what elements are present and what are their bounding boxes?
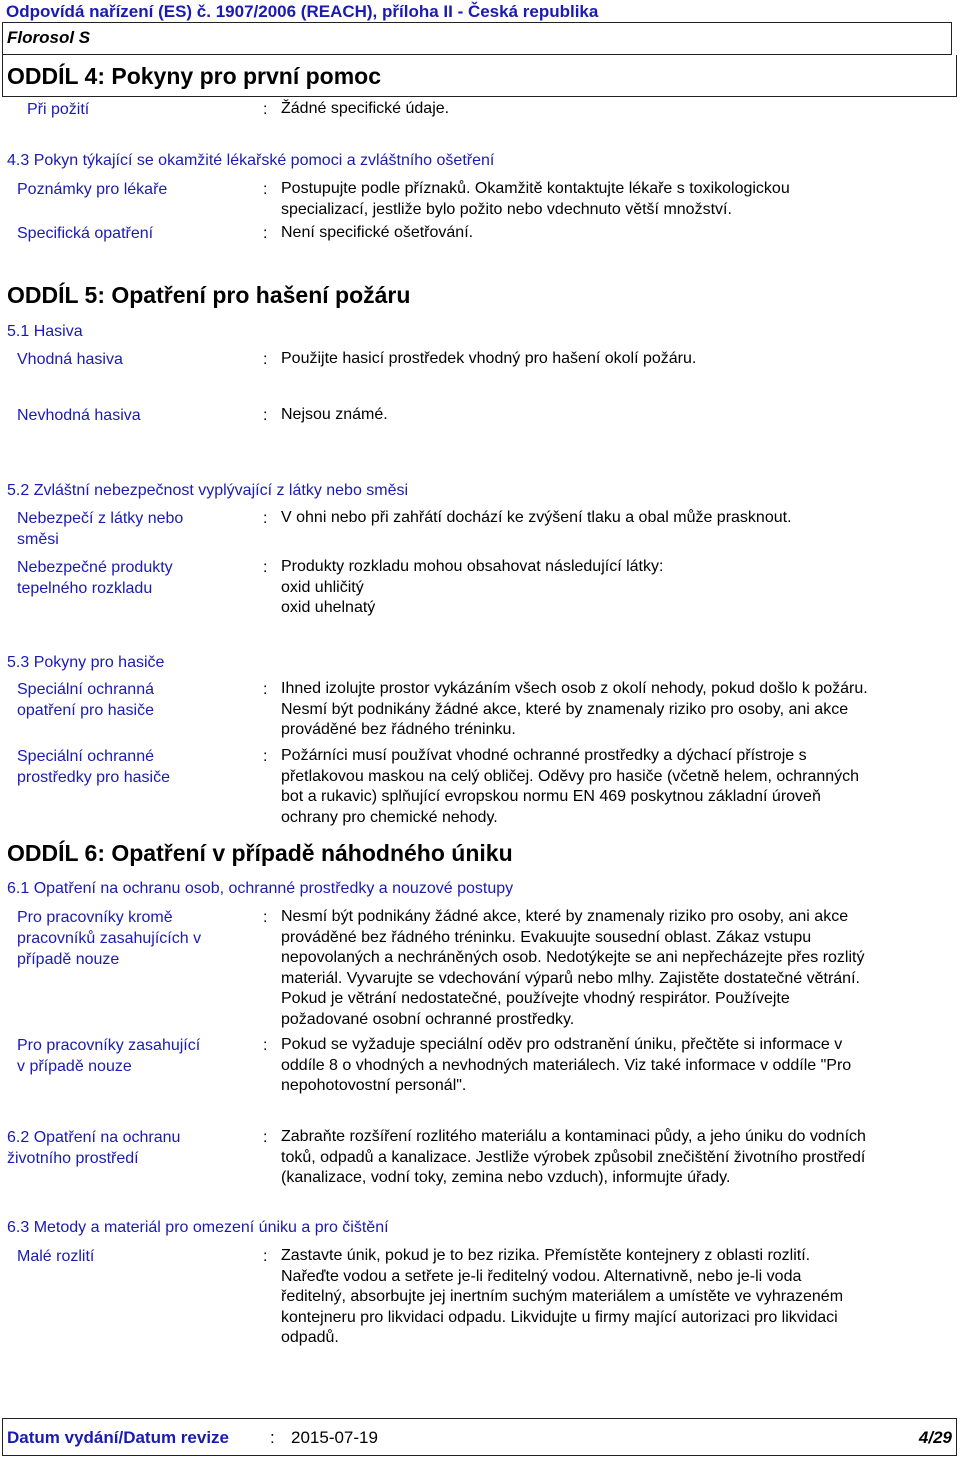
special-measures-colon: :: [263, 681, 268, 698]
hazard-colon: :: [263, 510, 268, 527]
hazard-label: Nebezpečí z látky nebo směsi: [17, 510, 184, 548]
non-emergency-label: Pro pracovníky kromě pracovníků zasahujících v případě nouze: [17, 909, 202, 968]
small-spill-value: Zastavte únik, pokud je to bez rizika. Přemístěte kontejnery z oblasti rozlití. Nařeďte vodou a setřete je-li ředitelný vodou. Alternativně, nebo je-li voda ředitelný, absorbujte jej inertním suchým materiálem a umístěte ve vyhrazeném kontejneru pro likvidaci odpadu. Likvidujte u firmy mající autorizaci pro likvidaci odpadů.: [281, 1247, 844, 1346]
unsuitable-media-value: Nejsou známé.: [281, 406, 388, 423]
special-equipment-label: Speciální ochranné prostředky pro hasiče: [17, 748, 170, 786]
decomposition-colon: :: [263, 559, 268, 576]
subsection-6-3: 6.3 Metody a materiál pro omezení úniku a pro čištění: [7, 1219, 389, 1236]
subsection-5-3: 5.3 Pokyny pro hasiče: [7, 654, 165, 671]
suitable-media-value: Použijte hasicí prostředek vhodný pro hašení okolí požáru.: [281, 350, 697, 367]
decomposition-value: Produkty rozkladu mohou obsahovat následující látky: oxid uhličitý oxid uhelnatý: [281, 558, 664, 616]
ingestion-value: Žádné specifické údaje.: [281, 100, 450, 117]
environmental-label: 6.2 Opatření na ochranu životního prostředí: [7, 1129, 181, 1167]
small-spill-label: Malé rozlití: [17, 1248, 95, 1265]
non-emergency-colon: :: [263, 909, 268, 926]
specific-measures-value: Není specifické ošetřování.: [281, 224, 474, 241]
specific-measures-colon: :: [263, 225, 268, 242]
environmental-colon: :: [263, 1129, 268, 1146]
revision-date-value: 2015-07-19: [291, 1428, 378, 1447]
ingestion-label: Při požití: [27, 101, 90, 118]
product-name-box: [2, 22, 952, 55]
suitable-media-colon: :: [263, 351, 268, 368]
section4-title: ODDÍL 4: Pokyny pro první pomoc: [7, 63, 382, 89]
section5-title: ODDÍL 5: Opatření pro hašení požáru: [7, 282, 411, 308]
special-measures-value: Ihned izolujte prostor vykázáním všech osob z okolí nehody, pokud došlo k požáru. Nesmí být podnikány žádné akce, které by znamenaly riziko pro osoby, ani akce prováděné bez řádného tréninku.: [281, 680, 868, 738]
non-emergency-value: Nesmí být podnikány žádné akce, které by znamenaly riziko pro osoby, ani akce prováděné bez řádného tréninku. Evakuujte sousední oblast. Zákaz vstupu nepovolaných a nechráněných osob. Nedotýkejte se ani nepřecházejte přes rozlitý materiál. Vyvarujte se vdechování výparů nebo mlhy. Zajistěte dostatečné větrání. Pokud je větrání nedostatečné, používejte vhodný respirátor. Používejte požadované osobní ochranné prostředky.: [281, 908, 865, 1028]
doctor-notes-value: Postupujte podle příznaků. Okamžitě kontaktujte lékaře s toxikologickou specializací, jestliže bylo požito nebo vdechnuto větší množství.: [281, 180, 790, 218]
subsection-6-1: 6.1 Opatření na ochranu osob, ochranné prostředky a nouzové postupy: [7, 880, 514, 897]
regulation-header: Odpovídá nařízení (ES) č. 1907/2006 (REACH), příloha II - Česká republika: [6, 2, 599, 21]
specific-measures-label: Specifická opatření: [17, 225, 154, 242]
emergency-responders-label: Pro pracovníky zasahující v případě nouze: [17, 1037, 201, 1075]
environmental-value: Zabraňte rozšíření rozlitého materiálu a kontaminaci půdy, a jeho úniku do vodních toků, odpadů a kanalizace. Jestliže výrobek způsobil znečištění životního prostředí (kanalizace, vodní toky, zemina nebo vzduch), informujte úřady.: [281, 1128, 866, 1186]
doctor-notes-colon: :: [263, 181, 268, 198]
unsuitable-media-label: Nevhodná hasiva: [17, 407, 141, 424]
ingestion-colon: :: [263, 101, 268, 118]
revision-date-colon: :: [270, 1428, 275, 1447]
subsection-5-1: 5.1 Hasiva: [7, 323, 83, 340]
special-equipment-colon: :: [263, 748, 268, 765]
unsuitable-media-colon: :: [263, 407, 268, 424]
revision-date-label: Datum vydání/Datum revize: [7, 1428, 230, 1447]
special-measures-label: Speciální ochranná opatření pro hasiče: [17, 681, 154, 719]
small-spill-colon: :: [263, 1248, 268, 1265]
page-number: 4/29: [918, 1428, 952, 1447]
decomposition-label: Nebezpečné produkty tepelného rozkladu: [17, 559, 173, 597]
subsection-5-2: 5.2 Zvláštní nebezpečnost vyplývající z látky nebo směsi: [7, 482, 409, 499]
doctor-notes-label: Poznámky pro lékaře: [17, 181, 168, 198]
hazard-value: V ohni nebo při zahřátí dochází ke zvýšení tlaku a obal může prasknout.: [281, 509, 792, 526]
special-equipment-value: Požárníci musí používat vhodné ochranné prostředky a dýchací přístroje s přetlakovou maskou na celý obličej. Oděvy pro hasiče (včetně helem, ochranných bot a rukavic) splňující evropskou normu EN 469 poskytnou základní úroveň ochrany pro chemické nehody.: [281, 747, 860, 826]
suitable-media-label: Vhodná hasiva: [17, 351, 123, 368]
section6-title: ODDÍL 6: Opatření v případě náhodného úniku: [7, 840, 513, 866]
emergency-responders-colon: :: [263, 1037, 268, 1054]
product-name: Florosol S: [7, 28, 91, 47]
subsection-4-3: 4.3 Pokyn týkající se okamžité lékařské pomoci a zvláštního ošetření: [7, 152, 495, 169]
emergency-responders-value: Pokud se vyžaduje speciální oděv pro odstranění úniku, přečtěte si informace v oddíle 8 o vhodných a nevhodných materiálech. Viz také informace v oddíle "Pro nepohotovostní personál".: [281, 1036, 852, 1094]
